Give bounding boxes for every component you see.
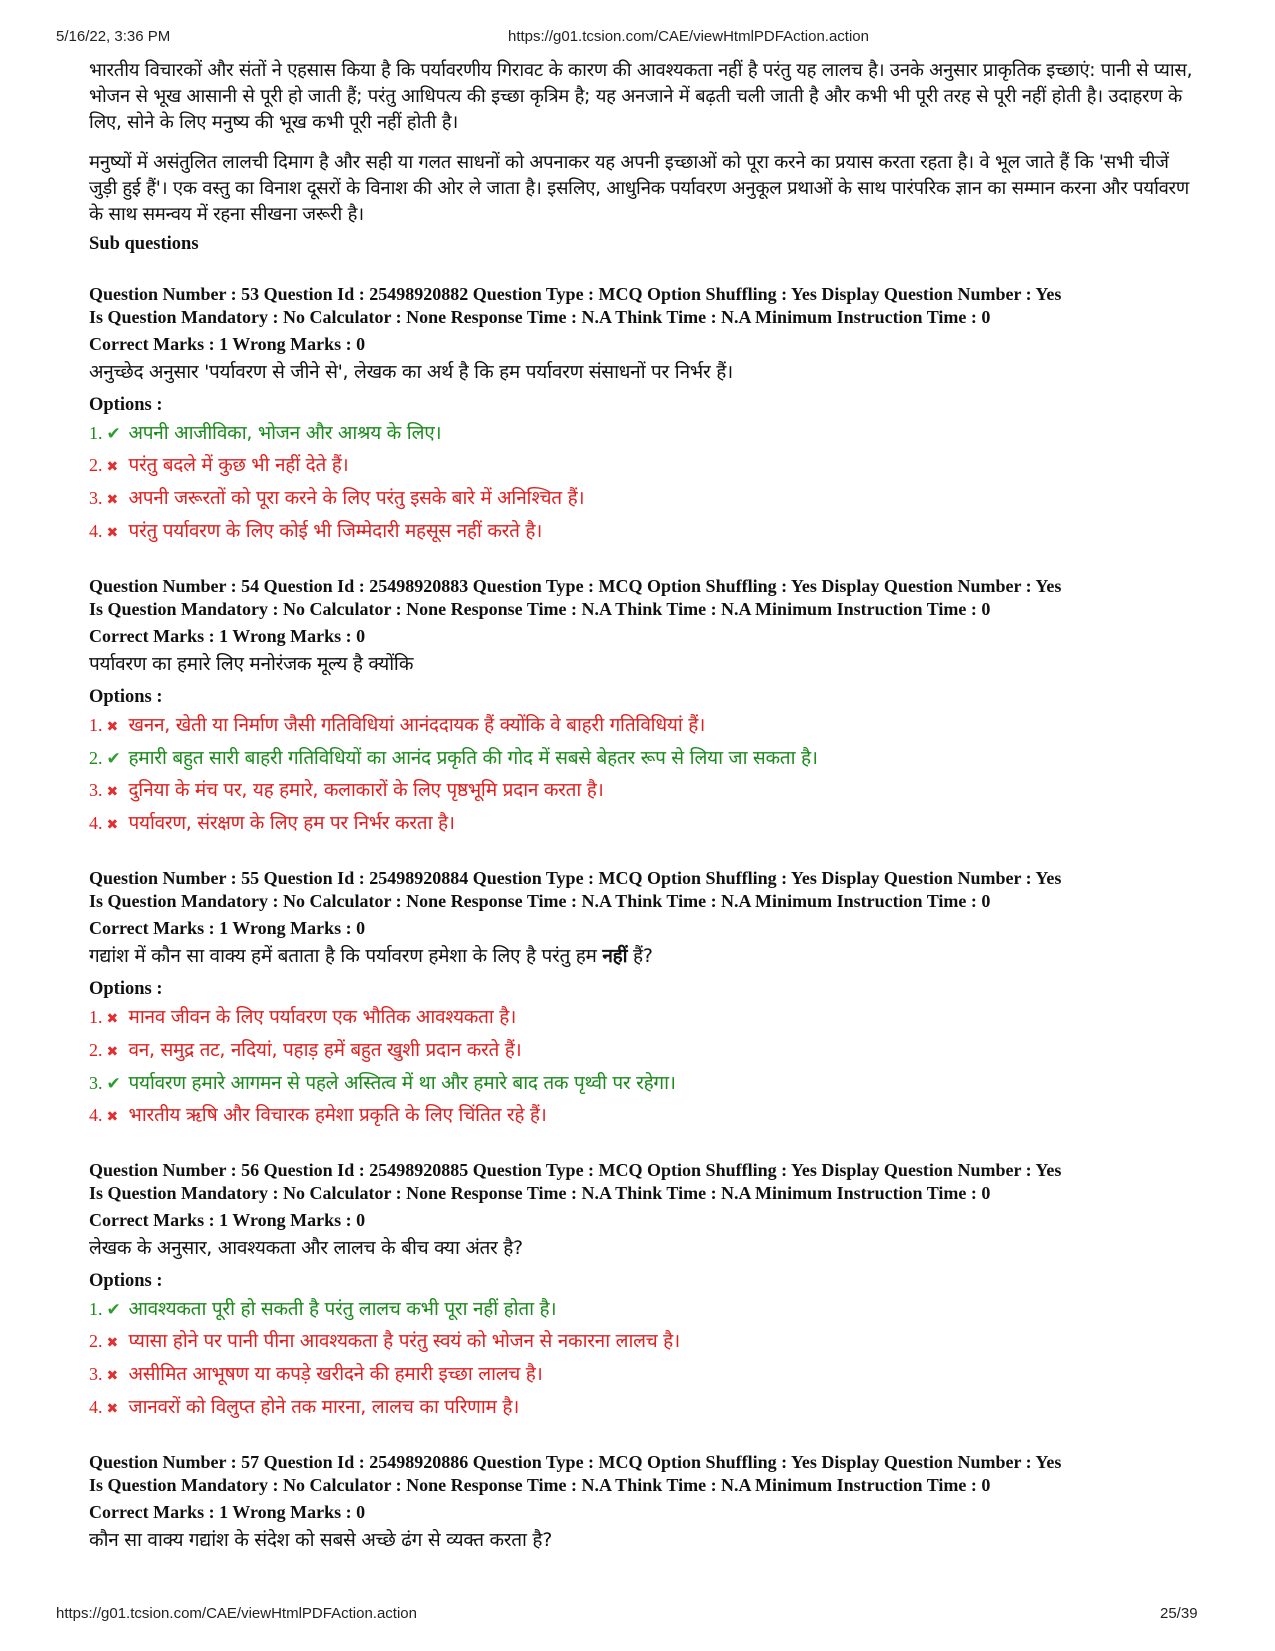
option-item: [89, 1326, 1199, 1359]
option-text: भारतीय ऋषि और विचारक हमेशा प्रकृति के लिए चिंतित रहे हैं।: [128, 1104, 547, 1126]
option-item: [89, 418, 1199, 450]
option-item: [89, 1359, 1199, 1392]
passage-paragraph: भारतीय विचारकों और संतों ने एहसास किया है कि पर्यावरणीय गिरावट के कारण की आवश्यकता नहीं है परंतु यह लालच है। उनके अनुसार प्राकृतिक इच्छाएं: पानी से प्यास, भोजन से भूख आसानी से पूरी हो जाती हैं; परंतु आधिपत्य की इच्छा कृत्रिम है; यह अनजाने में बढ़ती चली जाती है और कभी भी पूरी तरह से पूरी नहीं होती है। उदाहरण के लिए, सोने के लिए मनुष्य की भूख कभी पूरी नहीं होती है।: [89, 60, 1193, 133]
question-meta: Question Number : 57 Question Id : 25498920886 Question Type : MCQ Option Shuffling : Yes Display Question Number : Yes: [89, 1452, 1062, 1472]
option-text: मानव जीवन के लिए पर्यावरण एक भौतिक आवश्यकता है।: [128, 1006, 516, 1028]
option-text: परंतु पर्यावरण के लिए कोई भी जिम्मेदारी महसूस नहीं करते है।: [128, 520, 543, 542]
option-text: असीमित आभूषण या कपड़े खरीदने की हमारी इच्छा लालच है।: [128, 1363, 543, 1385]
option-text: प्यासा होने पर पानी पीना आवश्यकता है परंतु स्वयं को भोजन से नकारना लालच है।: [128, 1330, 680, 1352]
option-item: [89, 1392, 1199, 1425]
option-number: 4.: [89, 1105, 103, 1125]
wrong-cross-icon: ✖: [106, 719, 119, 735]
question-text-part: अनुच्छेद अनुसार 'पर्यावरण से जीने से', लेखक का अर्थ है कि हम पर्यावरण संसाधनों पर निर्भर हैं।: [89, 361, 733, 383]
option-number: 4.: [89, 521, 103, 541]
option-text: खनन, खेती या निर्माण जैसी गतिविधियां आनंददायक हैं क्योंकि वे बाहरी गतिविधियां हैं।: [128, 714, 705, 736]
passage-paragraph: मनुष्यों में असंतुलित लालची दिमाग है और सही या गलत साधनों को अपनाकर यह अपनी इच्छाओं को पूरा करने का प्रयास करता रहता है। वे भूल जाते हैं कि 'सभी चीजें जुड़ी हुई हैं'। एक वस्तु का विनाश दूसरों के विनाश की ओर ले जाता है। इसलिए, आधुनिक पर्यावरण अनुकूल प्रथाओं के साथ पारंपरिक ज्ञान का सम्मान करना और पर्यावरण के साथ समन्वय में रहना सीखना जरूरी है।: [89, 152, 1189, 225]
correct-check-icon: ✔: [106, 1300, 121, 1320]
question-meta: Is Question Mandatory : No Calculator : None Response Time : N.A Think Time : N.A Minimum Instruction Time : 0: [89, 1183, 991, 1203]
question-meta: Question Number : 55 Question Id : 25498920884 Question Type : MCQ Option Shuffling : Yes Display Question Number : Yes: [89, 868, 1062, 888]
question-meta: Is Question Mandatory : No Calculator : None Response Time : N.A Think Time : N.A Minimum Instruction Time : 0: [89, 891, 991, 911]
option-number: 3.: [89, 1073, 103, 1093]
option-item: [89, 516, 1199, 549]
question-meta: Is Question Mandatory : No Calculator : None Response Time : N.A Think Time : N.A Minimum Instruction Time : 0: [89, 307, 991, 327]
options-label: Options :: [89, 1271, 163, 1291]
print-datetime: 5/16/22, 3:36 PM: [56, 28, 171, 45]
question-list: [89, 283, 1199, 1554]
correct-check-icon: ✔: [106, 424, 121, 444]
option-text: अपनी जरूरतों को पूरा करने के लिए परंतु इसके बारे में अनिश्चित हैं।: [128, 487, 585, 509]
options-label: Options :: [89, 395, 163, 415]
question-meta: Question Number : 53 Question Id : 25498920882 Question Type : MCQ Option Shuffling : Yes Display Question Number : Yes: [89, 284, 1062, 304]
question-marks: Correct Marks : 1 Wrong Marks : 0: [89, 1502, 366, 1522]
option-item: [89, 1002, 1199, 1035]
option-number: 1.: [89, 423, 103, 443]
wrong-cross-icon: ✖: [106, 1368, 119, 1384]
option-number: 3.: [89, 780, 103, 800]
option-text: अपनी आजीविका, भोजन और आश्रय के लिए।: [128, 422, 442, 444]
options-label: Options :: [89, 687, 163, 707]
page-content: [89, 58, 1199, 1554]
question-marks: Correct Marks : 1 Wrong Marks : 0: [89, 334, 366, 354]
question-meta: Question Number : 56 Question Id : 25498920885 Question Type : MCQ Option Shuffling : Yes Display Question Number : Yes: [89, 1160, 1062, 1180]
wrong-cross-icon: ✖: [106, 1044, 119, 1060]
question-meta: Question Number : 54 Question Id : 25498920883 Question Type : MCQ Option Shuffling : Yes Display Question Number : Yes: [89, 576, 1062, 596]
wrong-cross-icon: ✖: [106, 1011, 119, 1027]
print-footer-url: https://g01.tcsion.com/CAE/viewHtmlPDFAction.action: [56, 1605, 417, 1622]
option-item: [89, 775, 1199, 808]
question-block: [89, 867, 1199, 1133]
option-item: [89, 1100, 1199, 1133]
option-number: 1.: [89, 1007, 103, 1027]
option-item: [89, 1068, 1199, 1100]
question-text: [89, 358, 1199, 386]
option-number: 1.: [89, 1299, 103, 1319]
option-number: 2.: [89, 748, 103, 768]
option-text: हमारी बहुत सारी बाहरी गतिविधियों का आनंद प्रकृति की गोद में सबसे बेहतर रूप से लिया जा सकता है।: [128, 747, 818, 769]
sub-questions-label: Sub questions: [89, 234, 199, 254]
option-text: आवश्यकता पूरी हो सकती है परंतु लालच कभी पूरा नहीं होता है।: [128, 1298, 557, 1320]
option-text: पर्यावरण, संरक्षण के लिए हम पर निर्भर करता है।: [128, 812, 455, 834]
option-text: वन, समुद्र तट, नदियां, पहाड़ हमें बहुत खुशी प्रदान करते हैं।: [128, 1039, 522, 1061]
question-text: [89, 650, 1199, 678]
wrong-cross-icon: ✖: [106, 1401, 119, 1417]
option-text: पर्यावरण हमारे आगमन से पहले अस्तित्व में था और हमारे बाद तक पृथ्वी पर रहेगा।: [128, 1072, 676, 1094]
option-item: [89, 710, 1199, 743]
wrong-cross-icon: ✖: [106, 1335, 119, 1351]
option-text: दुनिया के मंच पर, यह हमारे, कलाकारों के लिए पृष्ठभूमि प्रदान करता है।: [128, 779, 604, 801]
correct-check-icon: ✔: [106, 1074, 121, 1094]
question-text-part: कौन सा वाक्य गद्यांश के संदेश को सबसे अच्छे ढंग से व्यक्त करता है?: [89, 1529, 552, 1551]
question-meta: Is Question Mandatory : No Calculator : None Response Time : N.A Think Time : N.A Minimum Instruction Time : 0: [89, 1475, 991, 1495]
wrong-cross-icon: ✖: [106, 1109, 119, 1125]
option-number: 1.: [89, 715, 103, 735]
question-marks: Correct Marks : 1 Wrong Marks : 0: [89, 626, 366, 646]
question-text-part: पर्यावरण का हमारे लिए मनोरंजक मूल्य है क्योंकि: [89, 653, 414, 675]
option-number: 4.: [89, 1397, 103, 1417]
print-header-url: https://g01.tcsion.com/CAE/viewHtmlPDFAction.action: [508, 28, 869, 45]
question-marks: Correct Marks : 1 Wrong Marks : 0: [89, 918, 366, 938]
question-text-part: लेखक के अनुसार, आवश्यकता और लालच के बीच क्या अंतर है?: [89, 1237, 523, 1259]
wrong-cross-icon: ✖: [106, 817, 119, 833]
option-text: जानवरों को विलुप्त होने तक मारना, लालच का परिणाम है।: [128, 1396, 520, 1418]
wrong-cross-icon: ✖: [106, 492, 119, 508]
question-text-emphasis: नहीं: [602, 945, 628, 967]
option-number: 2.: [89, 1040, 103, 1060]
wrong-cross-icon: ✖: [106, 784, 119, 800]
option-number: 2.: [89, 1331, 103, 1351]
question-block: [89, 1159, 1199, 1425]
correct-check-icon: ✔: [106, 749, 121, 769]
question-meta: Is Question Mandatory : No Calculator : None Response Time : N.A Think Time : N.A Minimum Instruction Time : 0: [89, 599, 991, 619]
option-item: [89, 743, 1199, 775]
option-item: [89, 1035, 1199, 1068]
option-item: [89, 1294, 1199, 1326]
option-number: 3.: [89, 488, 103, 508]
question-block: [89, 1451, 1199, 1554]
page-number: 25/39: [1160, 1605, 1198, 1622]
question-text: [89, 942, 1199, 970]
wrong-cross-icon: ✖: [106, 459, 119, 475]
option-number: 2.: [89, 455, 103, 475]
wrong-cross-icon: ✖: [106, 525, 119, 541]
question-block: [89, 575, 1199, 841]
question-block: [89, 283, 1199, 549]
option-text: परंतु बदले में कुछ भी नहीं देते हैं।: [128, 454, 349, 476]
option-item: [89, 808, 1199, 841]
question-text: [89, 1526, 1199, 1554]
question-text-part: हैं?: [627, 945, 653, 967]
option-item: [89, 450, 1199, 483]
question-marks: Correct Marks : 1 Wrong Marks : 0: [89, 1210, 366, 1230]
options-label: Options :: [89, 979, 163, 999]
question-text-part: गद्यांश में कौन सा वाक्य हमें बताता है कि पर्यावरण हमेशा के लिए है परंतु हम: [89, 945, 603, 967]
option-number: 4.: [89, 813, 103, 833]
option-item: [89, 483, 1199, 516]
option-number: 3.: [89, 1364, 103, 1384]
question-text: [89, 1234, 1199, 1262]
